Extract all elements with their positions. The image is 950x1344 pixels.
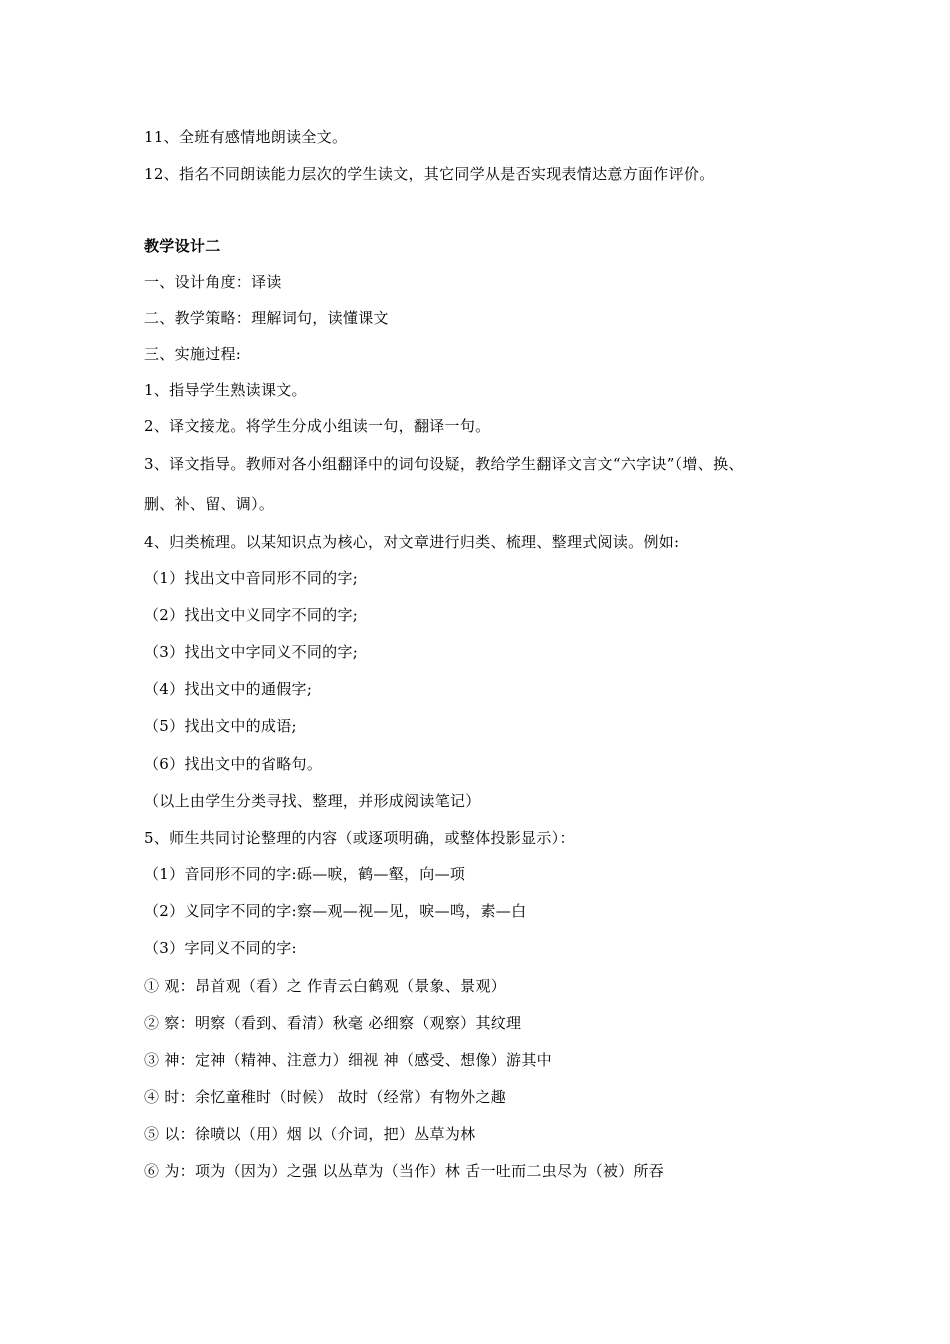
list-item: ⑤ 以：徐喷以（用）烟 以（介词，把）丛草为林 — [144, 1125, 476, 1143]
list-item: ② 察：明察（看到、看清）秋毫 必细察（观察）其纹理 — [144, 1014, 522, 1032]
list-item: ③ 神：定神（精神、注意力）细视 神（感受、想像）游其中 — [144, 1051, 552, 1069]
list-item: （4）找出文中的通假字; — [144, 680, 313, 698]
text-line: 二、教学策略：理解词句，读懂课文 — [144, 309, 389, 327]
list-item: ① 观：昂首观（看）之 作青云白鹤观（景象、景观） — [144, 977, 507, 995]
text-line: 4、归类梳理。以某知识点为核心，对文章进行归类、梳理、整理式阅读。例如: — [144, 533, 680, 551]
text-line: 删、补、留、调）。 — [144, 495, 275, 513]
list-item: ⑥ 为：项为（因为）之强 以丛草为（当作）林 舌一吐而二虫尽为（被）所吞 — [144, 1162, 665, 1180]
text-line: 1、指导学生熟读课文。 — [144, 381, 307, 399]
text-line: 12、指名不同朗读能力层次的学生读文，其它同学从是否实现表情达意方面作评价。 — [144, 165, 715, 183]
text-line: 5、师生共同讨论整理的内容（或逐项明确，或整体投影显示）： — [144, 829, 575, 847]
text-line: 三、实施过程: — [144, 345, 242, 363]
text-line: （以上由学生分类寻找、整理，并形成阅读笔记） — [144, 792, 481, 810]
list-item: （3）找出文中字同义不同的字; — [144, 643, 359, 661]
list-item: （2）义同字不同的字:察—观—视—见，唳—鸣，素—白 — [144, 902, 527, 920]
list-item: （5）找出文中的成语; — [144, 717, 297, 735]
list-item: ④ 时：余忆童稚时（时候） 故时（经常）有物外之趣 — [144, 1088, 507, 1106]
list-item: （1）找出文中音同形不同的字; — [144, 569, 359, 587]
list-item: （3）字同义不同的字: — [144, 939, 297, 957]
list-item: （6）找出文中的省略句。 — [144, 755, 323, 773]
text-line: 一、设计角度：译读 — [144, 273, 282, 291]
text-line: 11、全班有感情地朗读全文。 — [144, 128, 348, 146]
list-item: （2）找出文中义同字不同的字; — [144, 606, 359, 624]
section-heading: 教学设计二 — [144, 237, 221, 255]
text-line: 3、译文指导。教师对各小组翻译中的词句设疑，教给学生翻译文言文“六字诀”（增、换、 — [144, 455, 744, 473]
list-item: （1）音同形不同的字:砾—唳，鹤—壑，向—项 — [144, 865, 466, 883]
text-line: 2、译文接龙。将学生分成小组读一句，翻译一句。 — [144, 417, 491, 435]
